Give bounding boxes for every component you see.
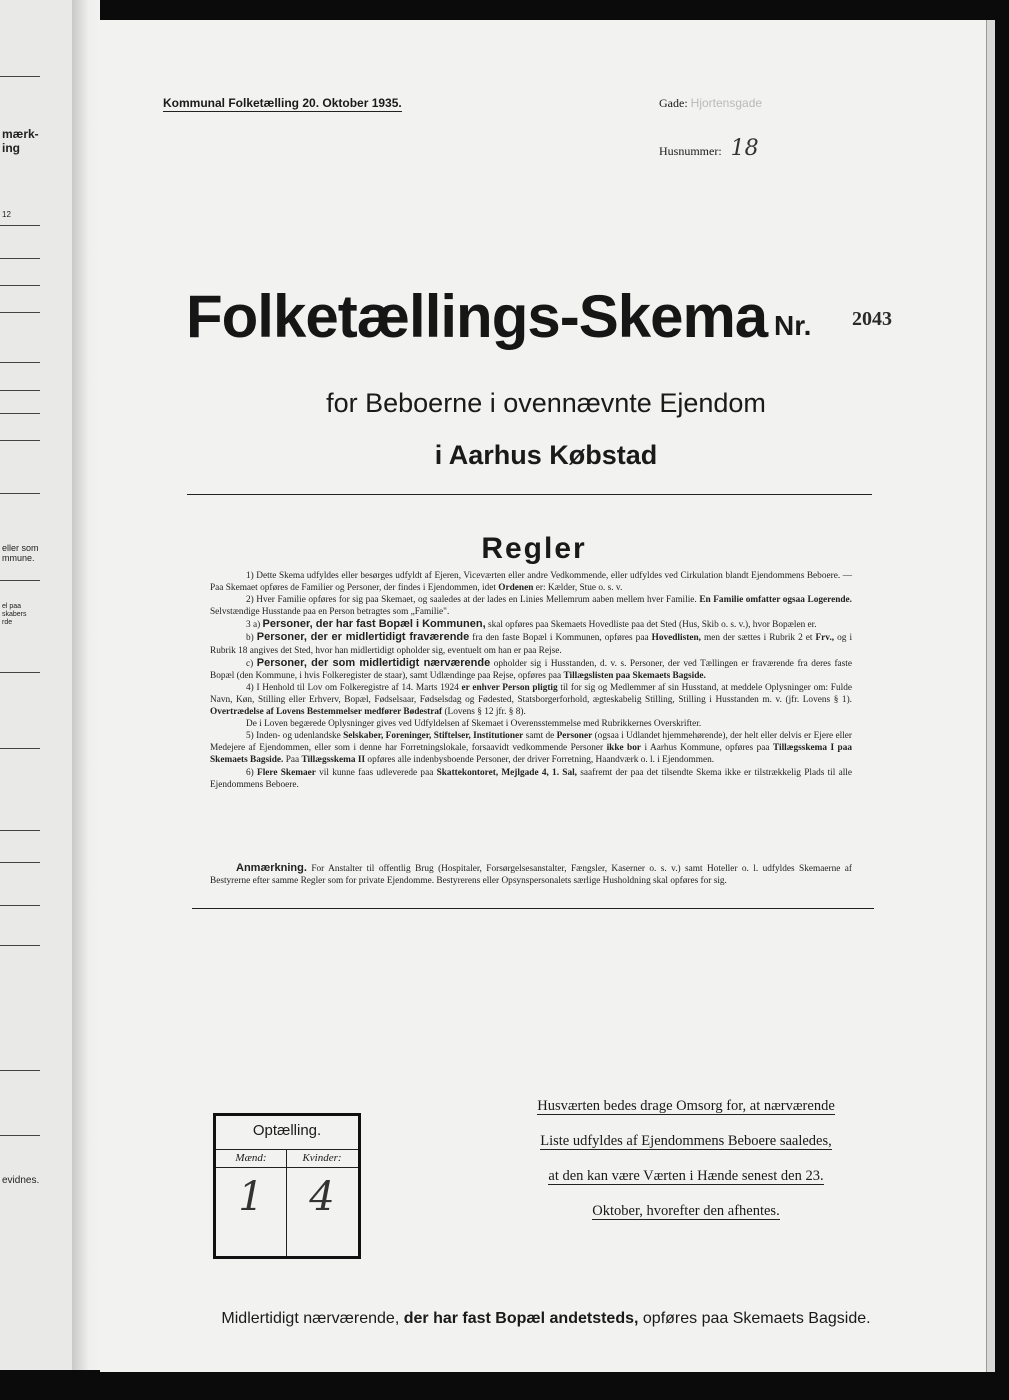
left-fragment-1: mærk- ing — [2, 127, 39, 155]
instruction-line-2: Liste udfyldes af Ejendommens Beboere saaledes, — [540, 1133, 832, 1149]
instruction-line-4: Oktober, hvorefter den afhentes. — [592, 1203, 780, 1219]
house-number-row — [659, 136, 759, 161]
count-box — [213, 1113, 361, 1259]
instruction-line-3: at den kan være Værten i Hænde senest den 23. — [548, 1168, 824, 1184]
rule-5: 5) Inden- og udenlandske Selskaber, Foreninger, Stiftelser, Institutioner samt de Personer (ogsaa i Udlandet hjemmehørende), der helt eller delvis er Ejere eller Medejere af Ejendommen, eller som i denne har Forretningslokale, forsaavidt vedkommende Personer ikke bor i Aarhus Kommune, opføres paa Tillægsskema I paa Skemaets Bagside. Paa Tillægsskema II opføres alle indenbysboende Personer, der driver Forretning, Haandværk o. l. i Ejendommen. — [210, 731, 853, 766]
left-fragment-5: evidnes. — [2, 1175, 40, 1186]
census-form-page — [100, 20, 992, 1372]
instruction-line-1: Husværten bedes drage Omsorg for, at nærværende — [537, 1098, 835, 1114]
house-number-label: Husnummer: — [659, 144, 722, 158]
left-fragment-2: 12 — [2, 210, 11, 219]
remark-text: Anmærkning. For Anstalter til offentlig Brug (Hospitaler, Forsørgelsesanstalter, Fængsler, Kaserner o. s. v.) samt Hoteller o. l. udfyldes Skemaerne af Bestyrerne efter samme Regler som for private Ejendomme. Bestyrerens eller Opsynspersonalets særlige Husholdning skal opføres for sig. — [210, 862, 852, 887]
divider-bottom — [192, 908, 874, 909]
form-subtitle: for Beboerne i ovennævnte Ejendom — [326, 388, 766, 418]
remark-label: Anmærkning. — [236, 862, 307, 874]
rule-1: 1) Dette Skema udfyldes eller besørges udfyldt af Ejeren, Viceværten eller andre Vedkommende, eller udfyldes ved Cirkulation blandt Ejendommens Beboere. — Paa Skemaet opføres de Familier og Personer, der findes i Ejendommen, idet Ordenen er: Kælder, Stue o. s. v. — [210, 571, 852, 594]
street-row — [659, 96, 762, 111]
form-number-value: 2043 — [852, 308, 892, 330]
form-location: i Aarhus Købstad — [434, 440, 658, 470]
rules-heading: Regler — [481, 532, 587, 565]
men-label: Mænd: — [235, 1152, 267, 1164]
rule-3c: c) Personer, der som midlertidigt nærværende opholder sig i Husstanden, d. v. s. Personer, der ved Tællingen er fraværende fra deres faste Bopæl (den Kommune, i hvis Folkeregister de staar), samt Udlændinge paa Rejse, opføres paa Tillægslisten paa Skemaets Bagside. — [210, 656, 852, 681]
rule-2: 2) Hver Familie opføres for sig paa Skemaet, og saaledes at der lades en Linies Mellemrum aaben mellem hver Familie. En Familie omfatter ogsaa Logerende. Selvstændige Husstande paa en Person betragtes som „Familie". — [210, 595, 852, 618]
rule-3b: b) Personer, der er midlertidigt fraværende fra den faste Bopæl i Kommunen, opføres paa Hovedlisten, men der sættes i Rubrik 2 et Frv., og i Rubrik 18 angives det Sted, hvor han midlertidigt opholder sig, eventuelt om han er paa Rejse. — [210, 631, 853, 656]
book-spine — [72, 0, 100, 1370]
page-edge — [986, 20, 995, 1372]
men-count: 1 — [238, 1174, 264, 1220]
left-fragment-4: el paa skabers rde — [2, 603, 27, 627]
rule-6: 6) Flere Skemaer vil kunne faas udleverede paa Skattekontoret, Mejlgade 4, 1. Sal, saafremt der paa det tilsendte Skema ikke er tilstrækkelig Plads til alle Ejendommens Beboere. — [210, 767, 853, 790]
street-label: Gade: — [659, 96, 688, 110]
count-box-title: Optælling. — [252, 1122, 322, 1139]
rule-3a: 3 a) Personer, der har fast Bopæl i Kommunen, skal opføres paa Skemaets Hovedliste paa det Sted (Hus, Skib o. s. v.), hvor Bopælen er. — [246, 618, 817, 631]
rule-4-cont: De i Loven begærede Oplysninger gives ved Udfyldelsen af Skemaet i Overensstemmelse med Rubrikkernes Overskrifter. — [246, 719, 702, 730]
left-fragment-3: eller som mmune. — [2, 543, 39, 564]
footer-note: Midlertidigt nærværende, der har fast Bopæl andetsteds, opføres paa Skemaets Bagside. — [221, 1310, 871, 1327]
census-header: Kommunal Folketælling 20. Oktober 1935. — [163, 96, 402, 110]
rule-4: 4) I Henhold til Lov om Folkeregistre af 14. Marts 1924 er enhver Person pligtig til for sig og Medlemmer af sin Husstand, at meddele Oplysninger om: Fulde Navn, Køn, Stilling eller Erhverv, Bopæl, Fødselsaar, Fødselsdag og Fødested, Statsborgerforhold, ægteskabelig Stilling, Stilling i Husstanden m. v. (jfr. Lovens § 1). Overtrædelse af Lovens Bestemmelser medfører Bødestraf (Lovens § 12 jfr. § 8). — [210, 682, 852, 718]
street-value: Hjortensgade — [690, 96, 763, 110]
divider-top — [187, 494, 872, 495]
adjacent-page — [0, 0, 74, 1370]
house-number-value: 18 — [730, 136, 759, 161]
rules-text — [210, 570, 852, 791]
women-label: Kvinder: — [302, 1152, 342, 1164]
form-title: Folketællings-Skema — [186, 283, 768, 350]
women-count: 4 — [309, 1174, 335, 1220]
form-number-label: Nr. — [774, 310, 812, 341]
